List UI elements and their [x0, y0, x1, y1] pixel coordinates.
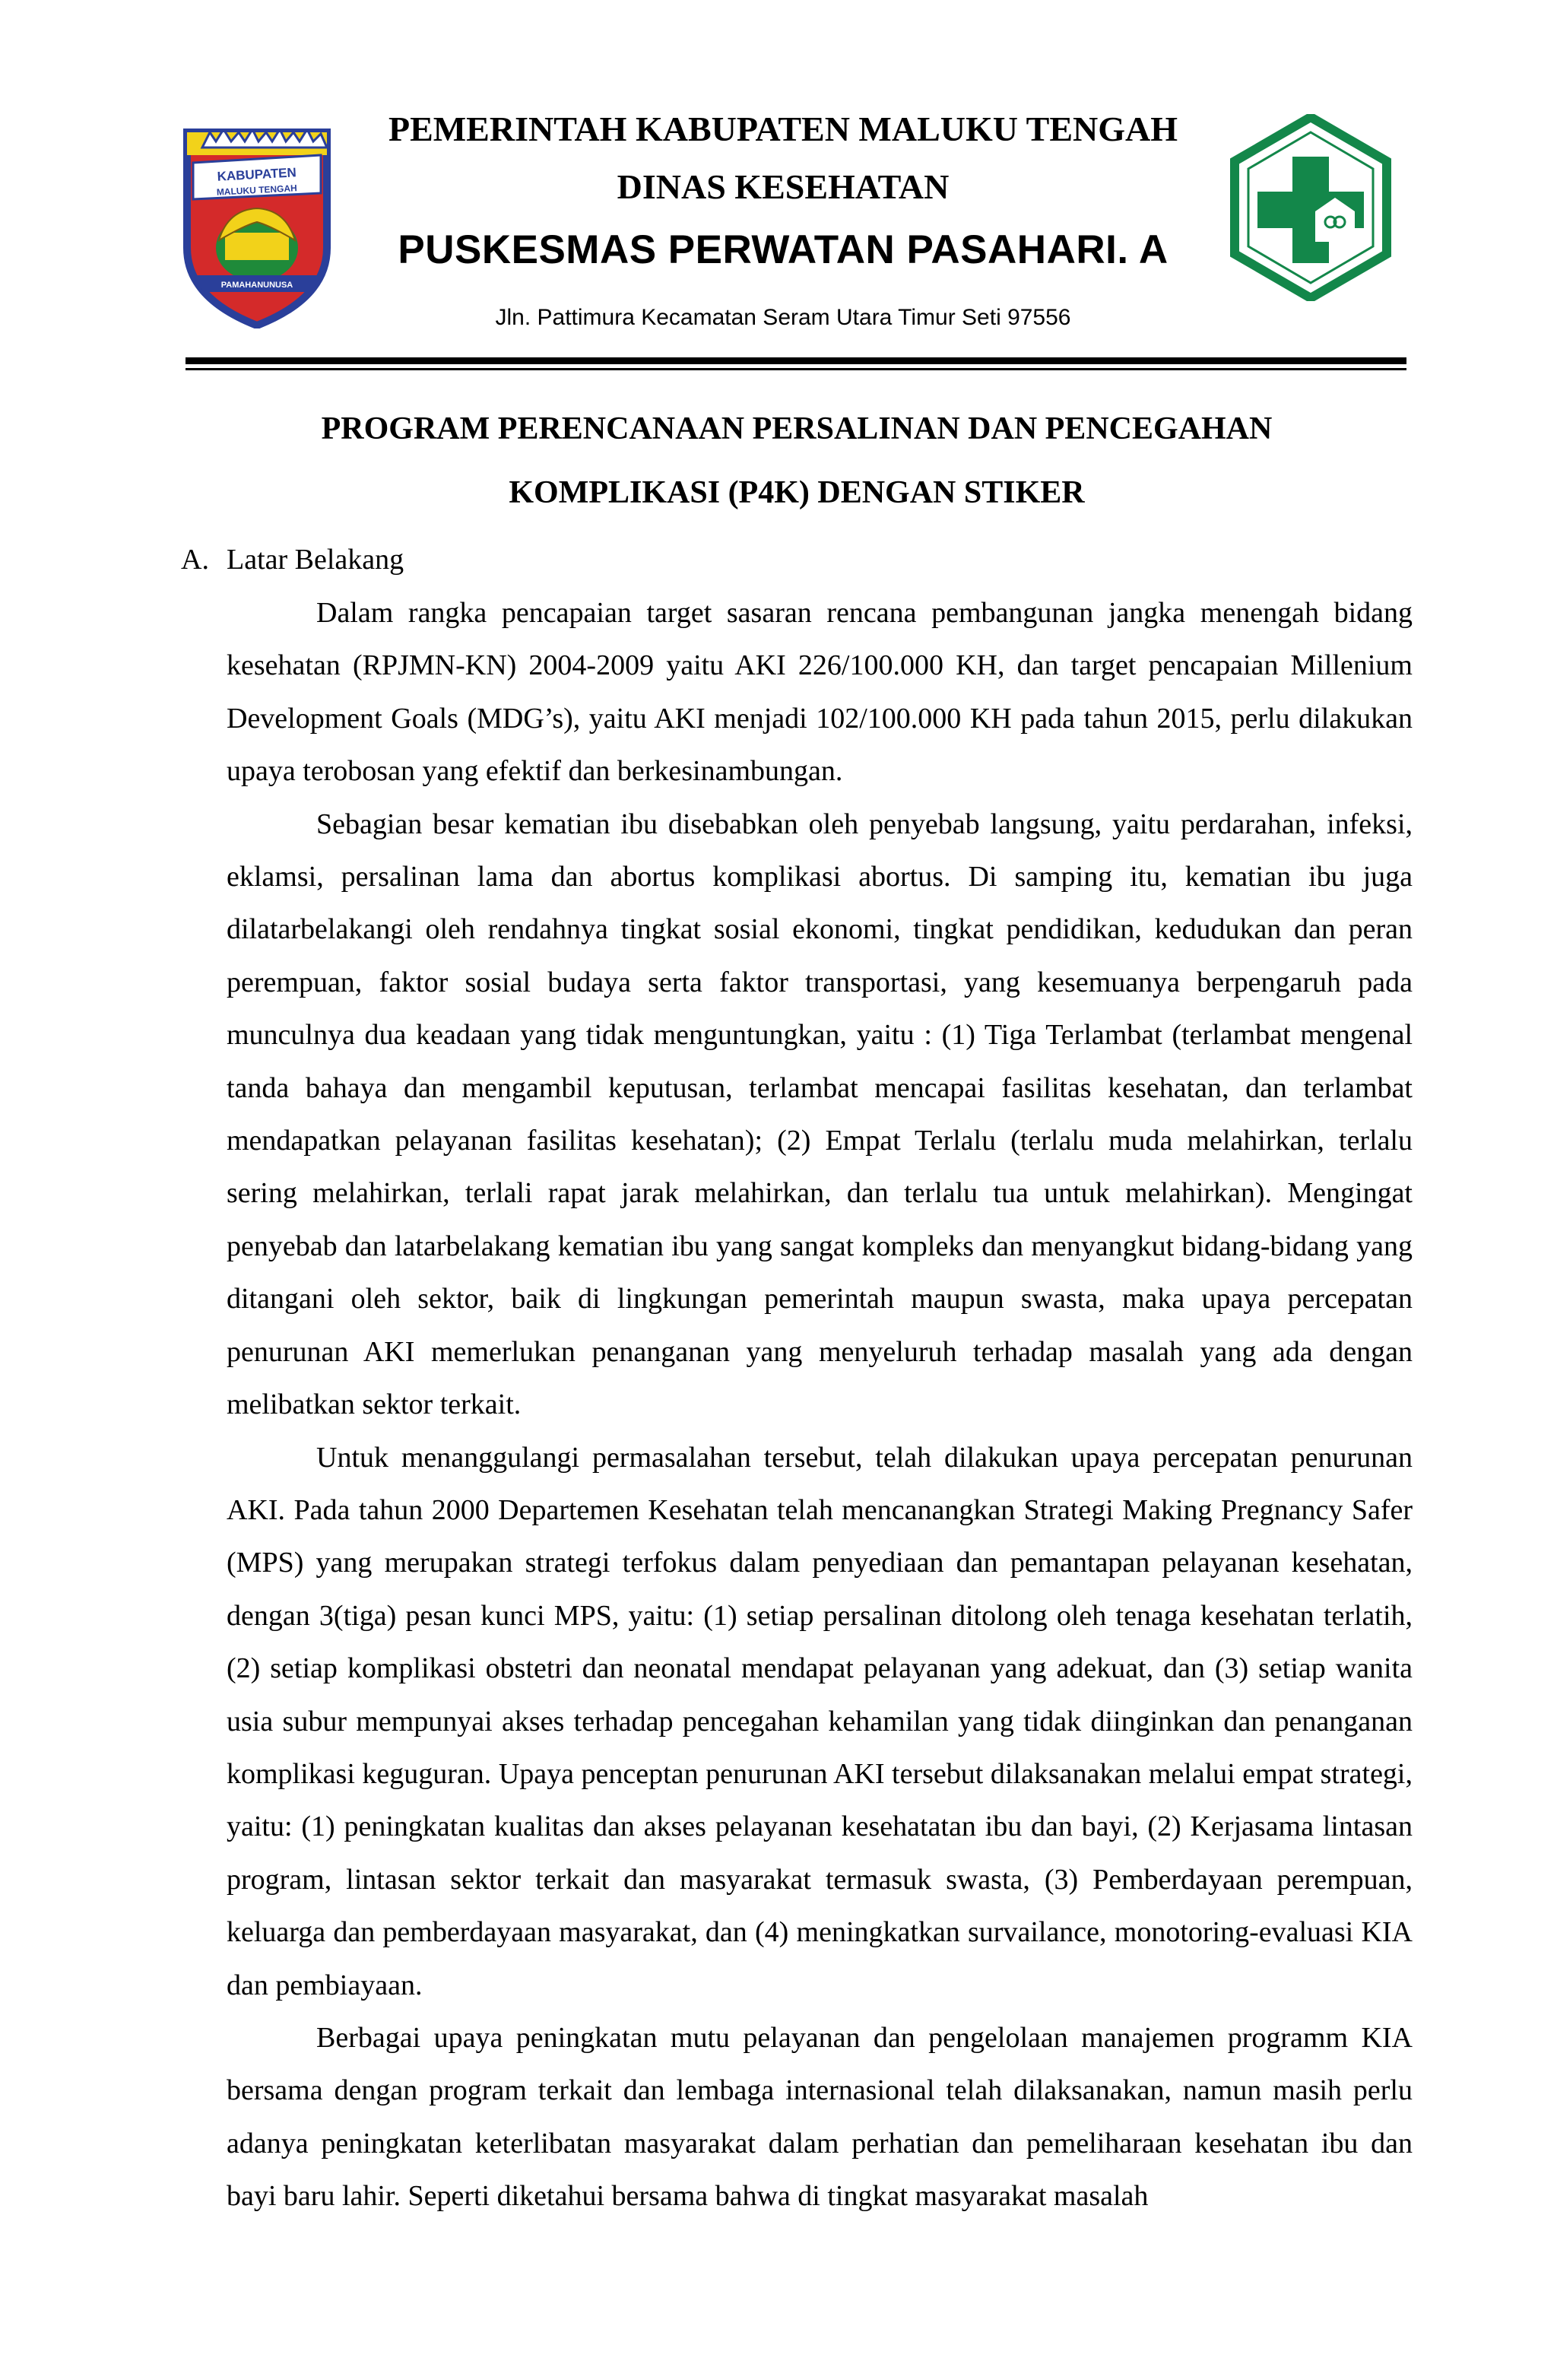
emblem-banner-sub-text: MALUKU TENGAH: [216, 182, 298, 198]
emblem-banner-text: KABUPATEN: [217, 165, 297, 184]
letterhead-divider-thin: [186, 368, 1406, 370]
paragraph: Dalam rangka pencapaian target sasaran rencana pembangunan jangka menengah bidang kesehatan (RPJMN-KN) 2004-2009 yaitu AKI 226/100.000 KH, dan target pencapaian Millenium Development Goals (MDG’s), yaitu AKI menjadi 102/100.000 KH pada tahun 2015, perlu dilakukan upaya terobosan yang efektif dan berkesinambungan.: [227, 597, 1413, 788]
paragraph: Untuk menanggulangi permasalahan tersebut, telah dilakukan upaya percepatan penurunan AKI. Pada tahun 2000 Departemen Kesehatan telah mencanangkan Strategi Making Pregnancy Safer (MPS) yang merupakan strategi terfokus dalam penyediaan dan pemantapan pelayanan kesehatan, dengan 3(tiga) pesan kunci MPS, yaitu: (1) setiap persalinan ditolong oleh tenaga kesehatan terlatih, (2) setiap komplikasi obstetri dan neonatal mendapat pelayanan yang adekuat, dan (3) setiap wanita usia subur mempunyai akses terhadap pencegahan kehamilan yang tidak diinginkan dan penanganan komplikasi keguguran. Upaya penceptan penurunan AKI tersebut dilaksanakan melalui empat strategi, yaitu: (1) peningkatan kualitas dan akses pelayanan kesehatatan ibu dan bayi, (2) Kerjasama lintasan program, lintasan sektor terkait dan masyarakat termasuk swasta, (3) Pemberdayaan perempuan, keluarga dan pemberdayaan masyarakat, dan (4) meningkatkan survailance, monotoring-evaluasi KIA dan pembiayaan.: [227, 1441, 1413, 2001]
document-title-line-2: KOMPLIKASI (P4K) DENGAN STIKER: [509, 475, 1085, 510]
paragraph: Sebagian besar kematian ibu disebabkan oleh penyebab langsung, yaitu perdarahan, infeksi, eklamsi, persalinan lama dan abortus komplikasi abortus. Di samping itu, kematian ibu juga dilatarbelakangi oleh rendahnya tingkat sosial ekonomi, tingkat pendidikan, kedudukan dan peran perempuan, faktor sosial budaya serta faktor transportasi, yang kesemuanya berpengaruh pada munculnya dua keadaan yang tidak menguntungkan, yaitu : (1) Tiga Terlambat (terlambat mengenal tanda bahaya dan mengambil keputusan, terlambat mencapai fasilitas kesehatan, dan terlambat mendapatkan pelayanan fasilitas kesehatan); (2) Empat Terlalu (terlalu muda melahirkan, terlalu sering melahirkan, terlali rapat jarak melahirkan, dan terlalu tua untuk melahirkan). Mengingat penyebab dan latarbelakang kematian ibu yang sangat kompleks dan menyangkut bidang-bidang yang ditangani oleh sektor, baik di lingkungan pemerintah maupun swasta, maka upaya percepatan penurunan AKI memerlukan penanganan yang menyeluruh terhadap masalah yang ada dengan melibatkan sektor terkait.: [227, 808, 1413, 1421]
letterhead-government: PEMERINTAH KABUPATEN MALUKU TENGAH: [388, 109, 1178, 148]
section-number: A.: [181, 544, 209, 576]
letterhead-address: Jln. Pattimura Kecamatan Seram Utara Timur Seti 97556: [495, 305, 1071, 330]
body-text: [227, 587, 1413, 2223]
puskesmas-logo-icon: [1230, 114, 1391, 301]
emblem-bottom-text: PAMAHANUNUSA: [220, 281, 293, 290]
letterhead-department: DINAS KESEHATAN: [617, 167, 950, 206]
section-title: Latar Belakang: [227, 544, 404, 576]
letterhead-divider-thick: [186, 357, 1406, 364]
section-heading: [181, 540, 404, 579]
regency-emblem-icon: [179, 119, 335, 328]
document-title-line-1: PROGRAM PERENCANAAN PERSALINAN DAN PENCEGAHAN: [321, 411, 1273, 446]
letterhead-institution: PUSKESMAS PERWATAN PASAHARI. A: [398, 227, 1169, 272]
paragraph: Berbagai upaya peningkatan mutu pelayanan dan pengelolaan manajemen programm KIA bersama dengan program terkait dan lembaga internasional telah dilaksanakan, namun masih perlu adanya peningkatan keterlibatan masyarakat dalam perhatian dan pemeliharaan kesehatan ibu dan bayi baru lahir. Seperti diketahui bersama bahwa di tingkat masyarakat masalah: [227, 2021, 1413, 2213]
